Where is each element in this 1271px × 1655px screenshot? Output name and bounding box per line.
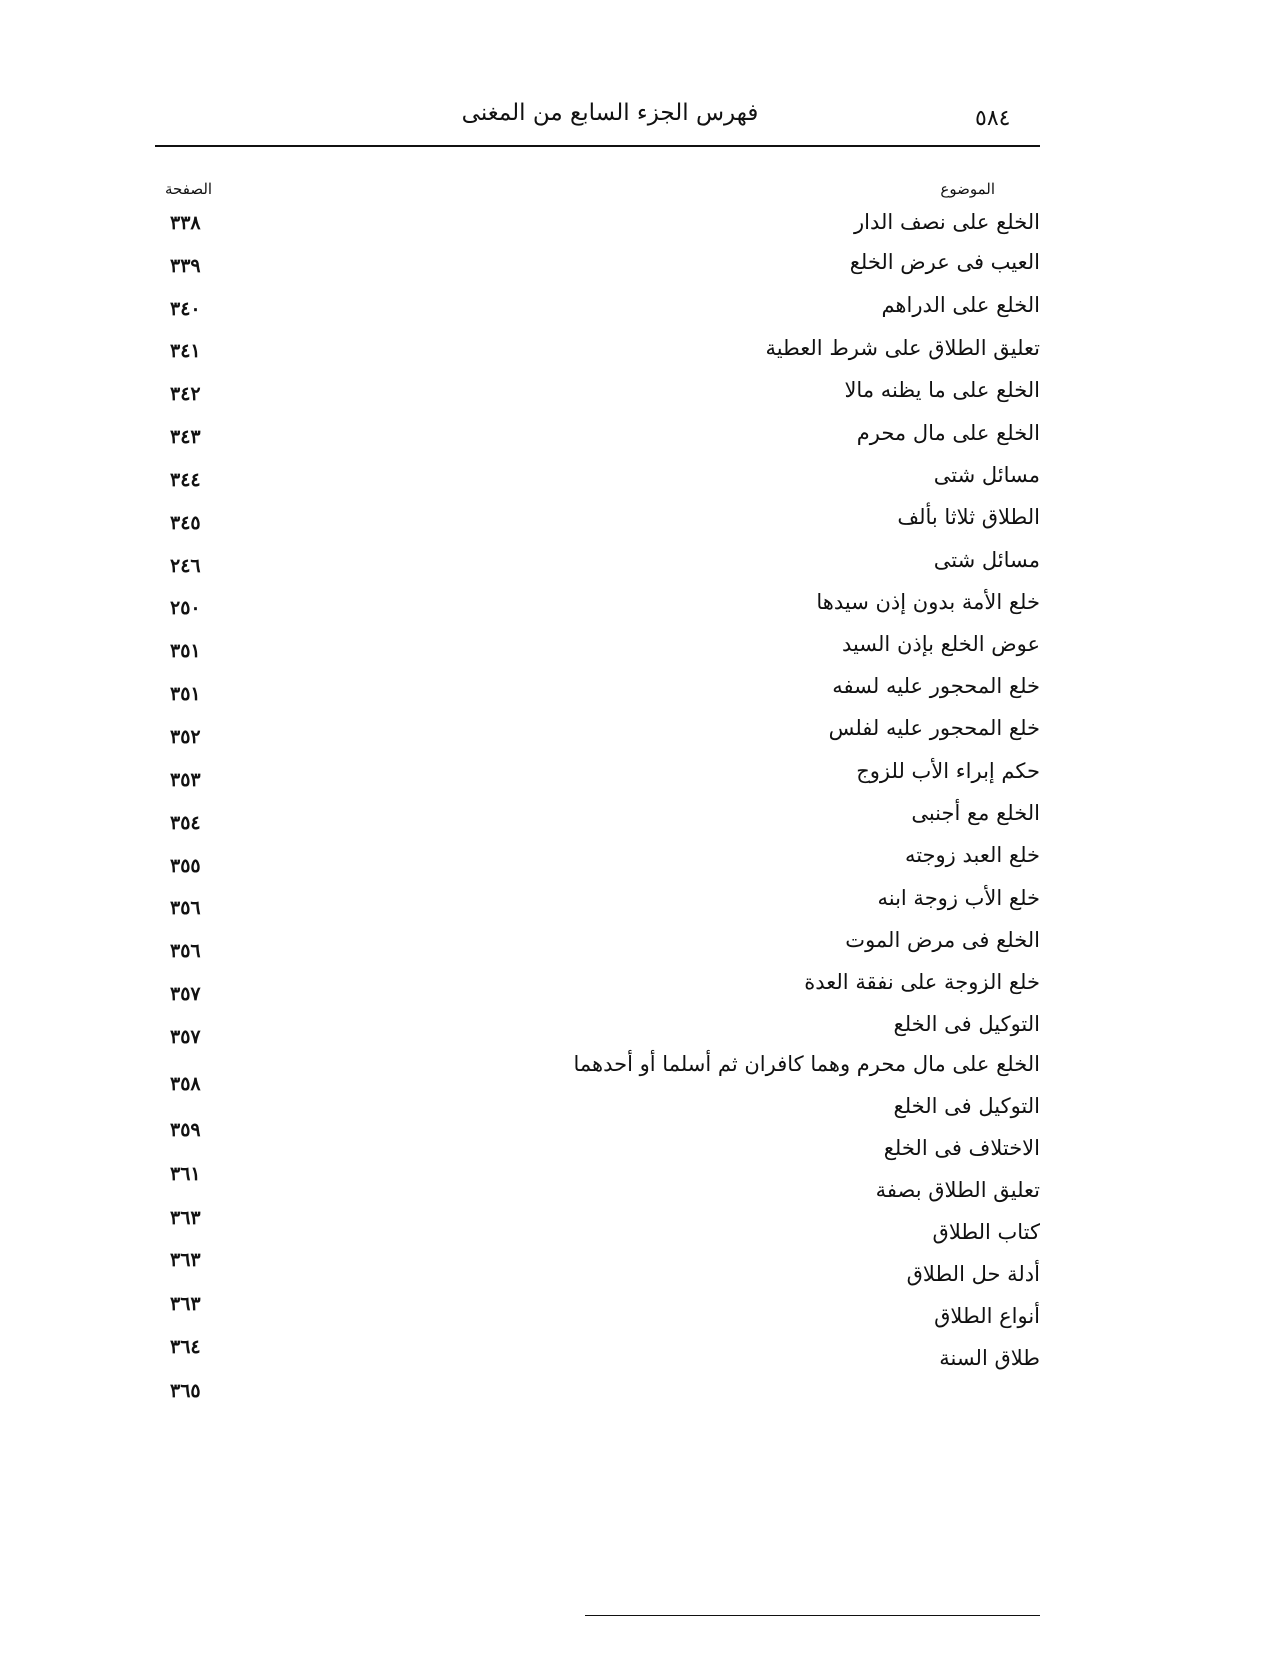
index-page-number: ٣٣٩: [170, 255, 201, 277]
index-page-number: ٣٦٣: [170, 1249, 201, 1271]
index-entry: خلع الأب زوجة ابنه: [877, 886, 1040, 910]
index-entry: الاختلاف فى الخلع: [883, 1136, 1040, 1160]
index-page-number: ٣٦٣: [170, 1293, 201, 1315]
index-page-number: ٣٥١: [170, 683, 201, 705]
index-entry: الخلع على الدراهم: [881, 293, 1040, 317]
index-entry: تعليق الطلاق بصفة: [875, 1178, 1040, 1202]
index-page-number: ٣٣٨: [170, 212, 201, 234]
index-page-number: ٣٥٣: [170, 769, 201, 791]
index-page-number: ٣٦١: [170, 1163, 201, 1185]
index-entry: خلع العبد زوجته: [904, 843, 1040, 867]
index-entry: خلع المحجور عليه لسفه: [832, 674, 1040, 698]
page-column-label: الصفحة: [165, 180, 213, 198]
index-entry: الخلع على مال محرم: [856, 421, 1040, 445]
index-entry: التوكيل فى الخلع: [893, 1094, 1040, 1118]
index-page-number: ٣٤٣: [170, 426, 201, 448]
index-entry: طلاق السنة: [939, 1346, 1040, 1370]
index-entry: كتاب الطلاق: [932, 1220, 1040, 1244]
index-page-number: ٣٦٣: [170, 1207, 201, 1229]
index-entry: عوض الخلع بإذن السيد: [841, 632, 1040, 656]
index-entry: التوكيل فى الخلع: [893, 1012, 1040, 1036]
index-entry: خلع الأمة بدون إذن سيدها: [816, 590, 1040, 614]
index-page-number: ٣٥٢: [170, 726, 201, 748]
index-page-number: ٣٤٢: [170, 383, 201, 405]
index-entry: الخلع على مال محرم وهما كافران ثم أسلما أو أحدهما: [573, 1052, 1040, 1076]
index-entry: أدلة حل الطلاق: [906, 1262, 1040, 1286]
index-entry: الخلع على نصف الدار: [854, 210, 1040, 234]
index-entry: الخلع على ما يظنه مالا: [844, 378, 1040, 402]
index-page-number: ٣٦٥: [170, 1380, 201, 1402]
index-entry: تعليق الطلاق على شرط العطية: [765, 336, 1040, 360]
index-page-number: ٣٥٧: [170, 983, 201, 1005]
footer-rule: [585, 1615, 1040, 1616]
running-header-page-number: ٥٨٤: [975, 106, 1011, 131]
index-entry: الخلع فى مرض الموت: [845, 928, 1040, 952]
index-entry: الخلع مع أجنبى: [911, 801, 1040, 825]
index-entry: الطلاق ثلاثا بألف: [897, 505, 1040, 529]
index-entry: أنواع الطلاق: [934, 1304, 1040, 1328]
index-entry: العيب فى عرض الخلع: [849, 250, 1040, 274]
index-page-number: ٣٥٦: [170, 940, 201, 962]
index-page-number: ٣٤١: [170, 340, 201, 362]
index-page-number: ٣٥٧: [170, 1026, 201, 1048]
index-entry: مسائل شتى: [933, 548, 1040, 572]
index-page-number: ٣٤٥: [170, 512, 201, 534]
index-page-number: ٣٥٨: [170, 1073, 201, 1095]
index-page-number: ٢٤٦: [170, 555, 201, 577]
index-entry: مسائل شتى: [933, 463, 1040, 487]
index-page-number: ٣٥١: [170, 640, 201, 662]
index-page-number: ٣٥٥: [170, 855, 201, 877]
index-page-number: ٢٥٠: [170, 597, 201, 619]
index-entry: حكم إبراء الأب للزوج: [856, 759, 1040, 783]
index-page-number: ٣٤٠: [170, 298, 201, 320]
index-entry: خلع المحجور عليه لفلس: [828, 716, 1040, 740]
index-page-number: ٣٤٤: [170, 469, 201, 491]
index-entry: خلع الزوجة على نفقة العدة: [804, 970, 1040, 994]
index-page-number: ٣٥٦: [170, 897, 201, 919]
index-page-number: ٣٥٩: [170, 1119, 201, 1141]
running-header-title: فهرس الجزء السابع من المغنى: [461, 100, 759, 126]
topic-column-label: الموضوع: [940, 180, 995, 198]
header-rule: [155, 145, 1040, 147]
index-page-number: ٣٥٤: [170, 812, 201, 834]
index-page-number: ٣٦٤: [170, 1336, 201, 1358]
